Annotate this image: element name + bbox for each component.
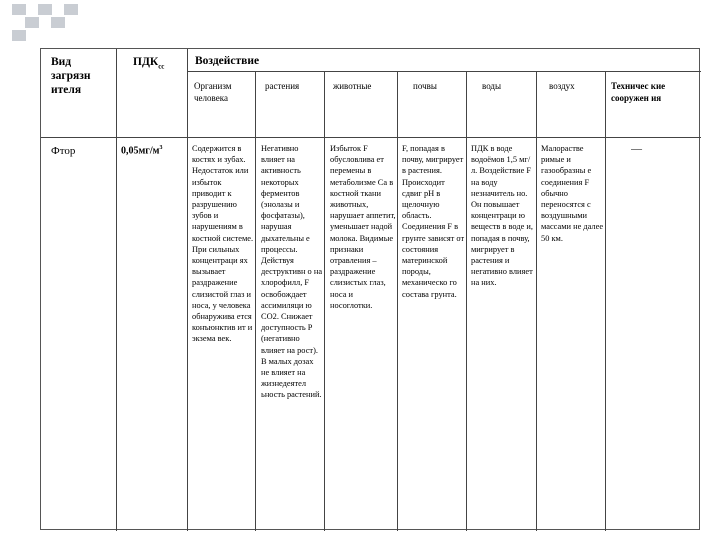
row-pdk-unit-sup: 3 [159, 145, 163, 151]
subheader-soils: почвы [413, 81, 437, 91]
header-pollutant-type: Вид загрязн ителя [51, 56, 91, 96]
subheader-animals: животные [333, 81, 372, 91]
col-rule-7 [536, 71, 537, 531]
header-impact: Воздействие [195, 55, 260, 67]
row-human-impact: Содержится в костях и зубах. Недостаток или избыток приводит к разрушению зубов и нарушениям в костной системе. При сильных концентраци ях вызывает раздражение слизистой глаз и носа, у человека обнаружива ется конъюнктив ит и экзема век. [192, 144, 254, 344]
col-rule-1 [116, 49, 117, 531]
col-rule-4 [324, 71, 325, 531]
header-rule [188, 71, 701, 72]
subheader-water: воды [482, 81, 502, 91]
data-table [40, 48, 700, 530]
header-pdk [133, 55, 185, 73]
row-pollutant: Фтор [51, 145, 76, 157]
col-rule-5 [397, 71, 398, 531]
row-technical-impact: — [631, 143, 642, 155]
col-rule-2 [187, 49, 188, 531]
row-plants-impact: Негативно влияет на активность некоторых ферментов (энолазы и фосфатазы), нарушая дыхательны е процессы. Действуя деструктивн о на хлорофилл, F освобождает ассимиляци ю CO2. Снижает доступность P (негативно влияет на рост). В малых дозах не влияет на жизнедеятел ьность растений. [261, 144, 323, 400]
row-animals-impact: Избыток F обусловлива ет перемены в метаболизме Ca в костной ткани животных, нарушает аппетит, уменьшает надой молока. Видимые признаки отравления – раздражение слизистых глаз, носа и носоглотки. [330, 144, 396, 310]
subheader-plants: растения [265, 81, 300, 91]
row-pdk-value [121, 145, 187, 156]
header-pdk-label: ПДК [133, 56, 159, 68]
col-rule-6 [466, 71, 467, 531]
slide-corner-decoration [0, 0, 110, 50]
row-air-impact: Малорастве римые и газообразны е соединения F обычно переносятся с воздушными массами не далее 50 км. [541, 144, 604, 243]
header-pdk-subscript: сс [158, 62, 165, 71]
row-pdk-number: 0,05мг/м [121, 145, 160, 157]
col-rule-3 [255, 71, 256, 531]
row-water-impact: ПДК в воде водоёмов 1,5 мг/л. Воздействие F на воду незначитель но. Он повышает концентраци ю веществ в воде и, попадая в почву, мигрирует в растения и негативно влияет на них. [471, 144, 533, 288]
subheader-air: воздух [549, 81, 575, 91]
subheader-technical: Техничес кие сооружен ия [611, 81, 666, 103]
row-soils-impact: F, попадая в почву, мигрирует в растения. Происходит сдвиг pH в щелочную область. Соединения F в грунте зависят от состояния материнской породы, механическо го состава грунта. [402, 144, 465, 299]
subheader-human: Организм человека [194, 81, 232, 103]
header-body-rule [41, 137, 701, 138]
col-rule-8 [605, 71, 606, 531]
